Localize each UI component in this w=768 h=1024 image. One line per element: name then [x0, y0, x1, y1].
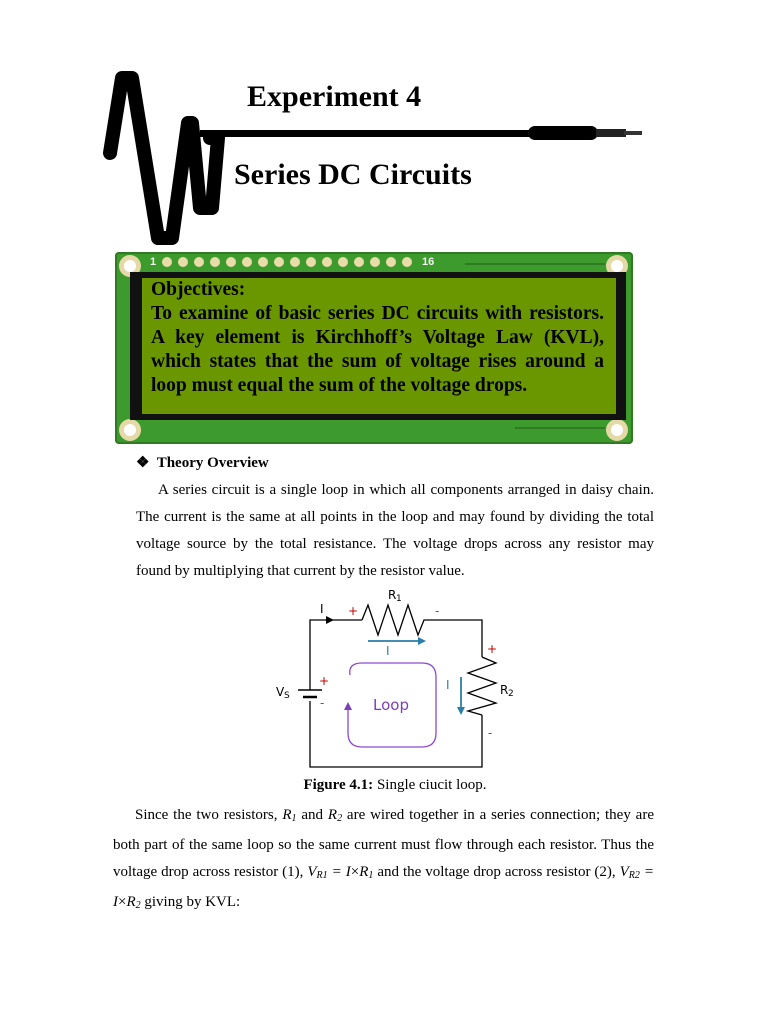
- label-r1-sub: 1: [396, 594, 402, 604]
- series-circuit-diagram: [270, 585, 530, 775]
- wire-top-right: [430, 620, 482, 657]
- label-current-right: I: [446, 678, 450, 692]
- wire-top-left: [310, 620, 362, 690]
- pin-label-start: 1: [150, 256, 157, 268]
- experiment-subtitle: Series DC Circuits: [234, 158, 472, 191]
- resistor-r1: [362, 605, 430, 635]
- label-r2-plus: +: [487, 642, 498, 656]
- section-heading-text: Theory Overview: [156, 455, 269, 471]
- kvl-paragraph: Since the two resistors, $R_1$ and $R_2$ are wired together in a series connection; they are both part of the same loop so the same current must flow through each resistor. Thus the voltage drop across resistor (1), $V_{R1} = I\times R_1$ and the voltage drop across resistor (2), $V_{R2} = I\times R_2$ giving by KVL:: [113, 807, 654, 911]
- label-vs-minus: -: [320, 696, 325, 710]
- label-current-top: I: [320, 602, 324, 616]
- figure-caption-label: Figure 4.1:: [303, 777, 374, 793]
- objectives-block: [151, 278, 604, 398]
- current-arrow-top: [326, 616, 334, 624]
- label-r1-minus: -: [435, 604, 440, 618]
- label-vs-sub: S: [284, 691, 290, 701]
- objectives-text: To examine of basic series DC circuits with resistors. A key element is Kirchhoff’s Voltage Law (KVL), which states that the sum of voltage rises around a loop must equal the sum of the voltage drops.: [151, 303, 604, 396]
- label-vs-plus: +: [319, 674, 330, 688]
- label-r2-sub: 2: [508, 689, 514, 699]
- objectives-heading: Objectives:: [151, 279, 246, 300]
- label-vs: V: [276, 685, 285, 699]
- section-heading: [136, 453, 269, 472]
- figure-caption-text: Single ciucit loop.: [373, 777, 487, 793]
- label-current-mid: I: [386, 644, 390, 658]
- pin-label-end: 16: [422, 256, 435, 268]
- theory-paragraph: A series circuit is a single loop in which all components arranged in daisy chain. The current is the same at all points in the loop and may found by dividing the total voltage source by the total resistance. The voltage drops across any resistor may found by multiplying that current by the resistor value.: [136, 482, 654, 579]
- label-r1-plus: +: [348, 604, 359, 618]
- diamond-bullet-icon: ❖: [136, 455, 150, 471]
- figure-caption: [0, 777, 768, 794]
- label-loop: Loop: [373, 696, 409, 714]
- label-r2: R: [500, 683, 509, 697]
- experiment-title: Experiment 4: [247, 80, 422, 113]
- label-r2-minus: -: [488, 726, 493, 740]
- loop-arrow: [344, 702, 352, 710]
- label-r1: R: [388, 588, 397, 602]
- resistor-r2: [468, 657, 496, 715]
